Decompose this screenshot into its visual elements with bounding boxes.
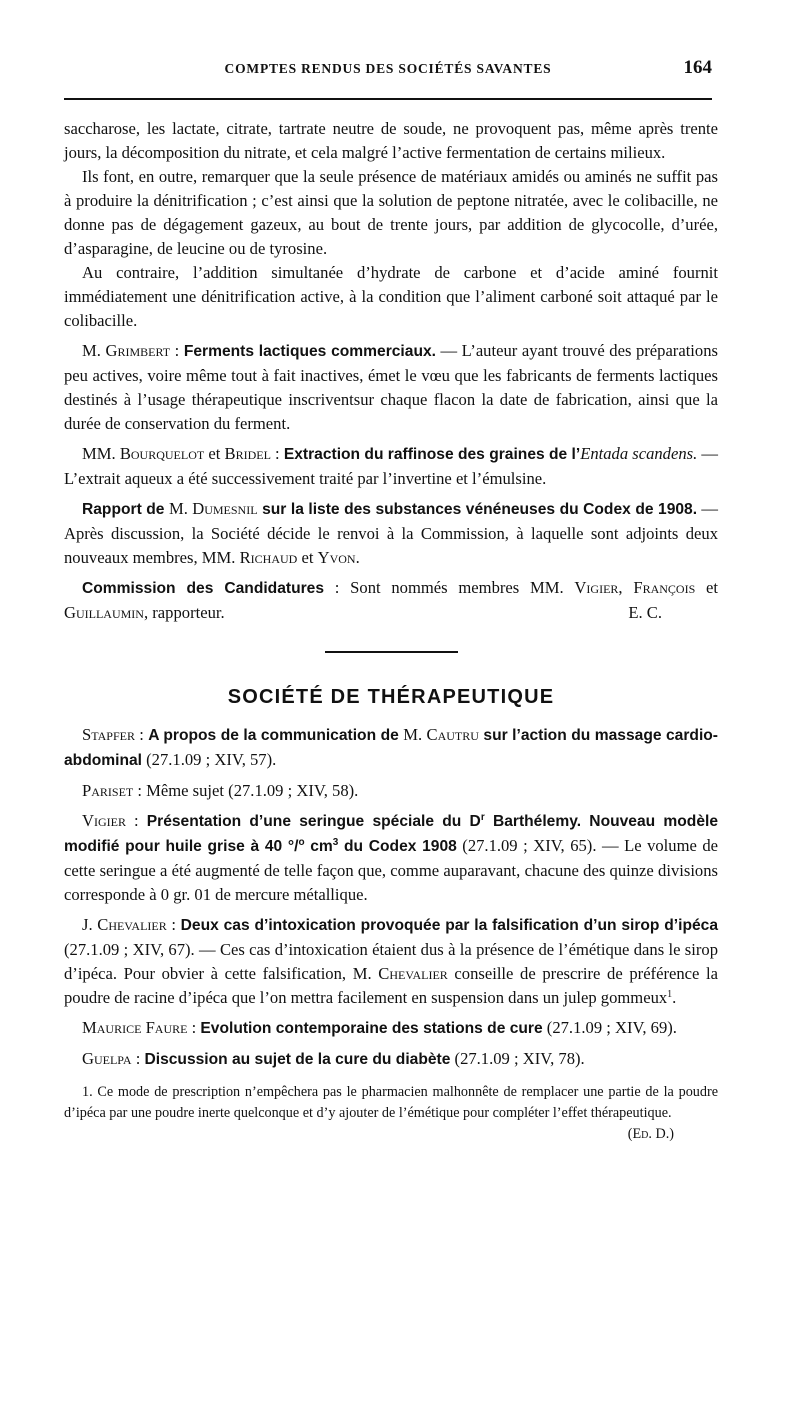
- separator: :: [170, 341, 184, 360]
- separator: :: [125, 811, 147, 830]
- entry-pariset: [64, 779, 718, 803]
- superscript: 3: [332, 837, 339, 848]
- entry-text: — L’auteur ayant trouvé des préparations peu actives, voire même tout à fait inactives, émet le vœu que les fabricants de ferments lactiques destinés à l’usage thérapeutique inscriventsur chaque flacon la date de fabrication, ainsi que la durée de conservation du ferment.: [64, 341, 718, 433]
- entry-stapfer: [64, 723, 718, 773]
- editor-signature: (Ed. D.): [627, 1126, 674, 1142]
- footnote-marker: 1: [667, 989, 673, 1000]
- entry-text: (27.1.09 ; XIV, 65). — Le volume de cette seringue a été augmenté de telle façon que, comme auparavant, chacune des quinze divisions corresponde à 0 gr. 01 de mercure métallique.: [64, 836, 718, 904]
- intro-paragraph-1: saccharose, les lactate, citrate, tartrate neutre de soude, ne provoquent pas, même après trente jours, la décomposition du nitrate, et cela malgré l’active fermentation de certains milieux.: [64, 119, 718, 162]
- member-name: François: [633, 578, 696, 597]
- author-name: Dumesnil: [192, 499, 258, 518]
- entry-guelpa: [64, 1047, 718, 1072]
- author-name: Cautru: [426, 725, 479, 744]
- entry-prefix: M.: [403, 725, 427, 744]
- entry-title: Commission des Candidatures: [82, 580, 325, 597]
- entry-chevalier: [64, 913, 718, 1010]
- entry-prefix: MM.: [82, 444, 120, 463]
- member-name: Richaud: [239, 548, 298, 567]
- entry-vigier: [64, 809, 718, 907]
- author-name: Bourquelot: [119, 444, 205, 463]
- entry-title: Ferments lactiques commerciaux.: [183, 343, 436, 360]
- reference: (27.1.09 ; XIV, 57).: [141, 750, 277, 769]
- superscript: r: [480, 812, 485, 823]
- separator: :: [166, 915, 181, 934]
- entry-text: (27.1.09 ; XIV, 67). — Ces cas d’intoxication étaient dus à la présence de l’émétique dans le sirop d’ipéca. Pour obvier à cette falsification, M.: [64, 940, 718, 983]
- period: .: [355, 548, 360, 567]
- author-name: Maurice Faure: [82, 1018, 188, 1037]
- author-name: J. Chevalier: [82, 915, 167, 934]
- intro-paragraph-3: Au contraire, l’addition simultanée d’hydrate de carbone et d’acide aminé fournit immédiatement une dénitrification active, à la condition que l’aliment carboné soit attaqué par le colibacille.: [64, 263, 718, 330]
- entry-title: Discussion au sujet de la cure du diabète: [144, 1051, 451, 1068]
- footnote-text: 1. Ce mode de prescription n’empêchera pas le pharmacien malhonnête de remplacer une partie de la poudre d’ipéca par une poudre inerte quelconque et d’y ajouter de l’émétique pour compléter l’effet thérapeutique.: [64, 1084, 718, 1121]
- author-name: Bridel: [224, 444, 271, 463]
- entry-text: — Après discussion, la Société décide le renvoi à la Commission, à laquelle sont adjoints deux nouveaux membres, MM.: [64, 499, 718, 567]
- separator: :: [134, 725, 149, 744]
- intro-paragraph-2: Ils font, en outre, remarquer que la seule présence de matériaux amidés ou aminés ne suffit pas à produire la dénitrification ; c’est ainsi que la solution de peptone nitratée, avec le colibacille, ne donne pas de dégagement gazeux, au bout de trente jours, par addition de glycocolle, d’urée, d’asparagine, de leucine ou de tyrosine.: [64, 167, 718, 258]
- separator: ,: [618, 578, 634, 597]
- author-name: Grimbert: [105, 341, 171, 360]
- author-initials: E. C.: [628, 603, 662, 622]
- running-title: COMPTES RENDUS DES SOCIÉTÉS SAVANTES: [224, 61, 552, 76]
- entry-title: sur l’action du massage cardio-abdominal: [64, 727, 718, 769]
- entry-title: Barthélemy. Nouveau modèle modifié pour huile grise à 40 °/: [64, 813, 718, 855]
- page-header: [64, 58, 712, 100]
- entry-title: Evolution contemporaine des stations de cure: [200, 1020, 543, 1037]
- superscript: o: [298, 837, 305, 848]
- entry-text: : Sont nommés membres MM.: [324, 578, 575, 597]
- entry-prefix: M.: [169, 499, 193, 518]
- reference: (27.1.09 ; XIV, 78).: [450, 1049, 585, 1068]
- entry-title: sur la liste des substances vénéneuses du Codex de 1908.: [257, 501, 698, 518]
- species-name: Entada scandens.: [580, 444, 698, 463]
- entry-faure: [64, 1016, 718, 1041]
- author-name: Chevalier: [378, 964, 448, 983]
- entry-text: conseille de prescrire de préférence la poudre de racine d’ipéca que l’on mettra facilement en suspension dans un julep gommeux: [64, 964, 718, 1007]
- reference: (27.1.09 ; XIV, 69).: [542, 1018, 677, 1037]
- separator: :: [131, 1049, 145, 1068]
- period: .: [672, 988, 677, 1007]
- entry-title: Rapport de: [82, 501, 169, 518]
- member-name: Vigier: [574, 578, 619, 597]
- page-body: [64, 117, 718, 1145]
- author-name: Pariset: [82, 781, 134, 800]
- entry-title: Deux cas d’intoxication provoquée par la falsification d’un sirop d’ipéca: [180, 917, 718, 934]
- entry-title: A propos de la communication de: [148, 727, 404, 744]
- conjunction: et: [204, 444, 225, 463]
- entry-grimbert: [64, 339, 718, 436]
- entry-title: cm: [304, 838, 333, 855]
- entry-prefix: M.: [82, 341, 106, 360]
- entry-title: Extraction du raffinose des graines de l’: [283, 446, 581, 463]
- entry-bourquelot: [64, 442, 718, 491]
- author-name: Stapfer: [82, 725, 135, 744]
- author-name: Guelpa: [82, 1049, 132, 1068]
- separator: :: [270, 444, 284, 463]
- member-name: Guillaumin: [64, 603, 144, 622]
- entry-text: , rapporteur.: [143, 603, 225, 622]
- footnote: [64, 1082, 718, 1142]
- page-number: 164: [683, 57, 712, 78]
- entry-title: du Codex 1908: [338, 838, 457, 855]
- entry-title: Présentation d’une seringue spéciale du D: [146, 813, 481, 830]
- entry-text: : Même sujet (27.1.09 ; XIV, 58).: [133, 781, 359, 800]
- author-name: Vigier: [82, 811, 126, 830]
- entry-text: — L’extrait aqueux a été successivement traité par l’invertine et l’émulsine.: [64, 444, 719, 488]
- separator: :: [187, 1018, 201, 1037]
- entry-commission: [64, 576, 718, 625]
- member-name: Yvon: [317, 548, 356, 567]
- section-divider: [325, 651, 458, 653]
- section-heading: SOCIÉTÉ DE THÉRAPEUTIQUE: [227, 686, 555, 708]
- conjunction: et: [297, 548, 318, 567]
- conjunction: et: [695, 578, 719, 597]
- entry-rapport: [64, 497, 718, 570]
